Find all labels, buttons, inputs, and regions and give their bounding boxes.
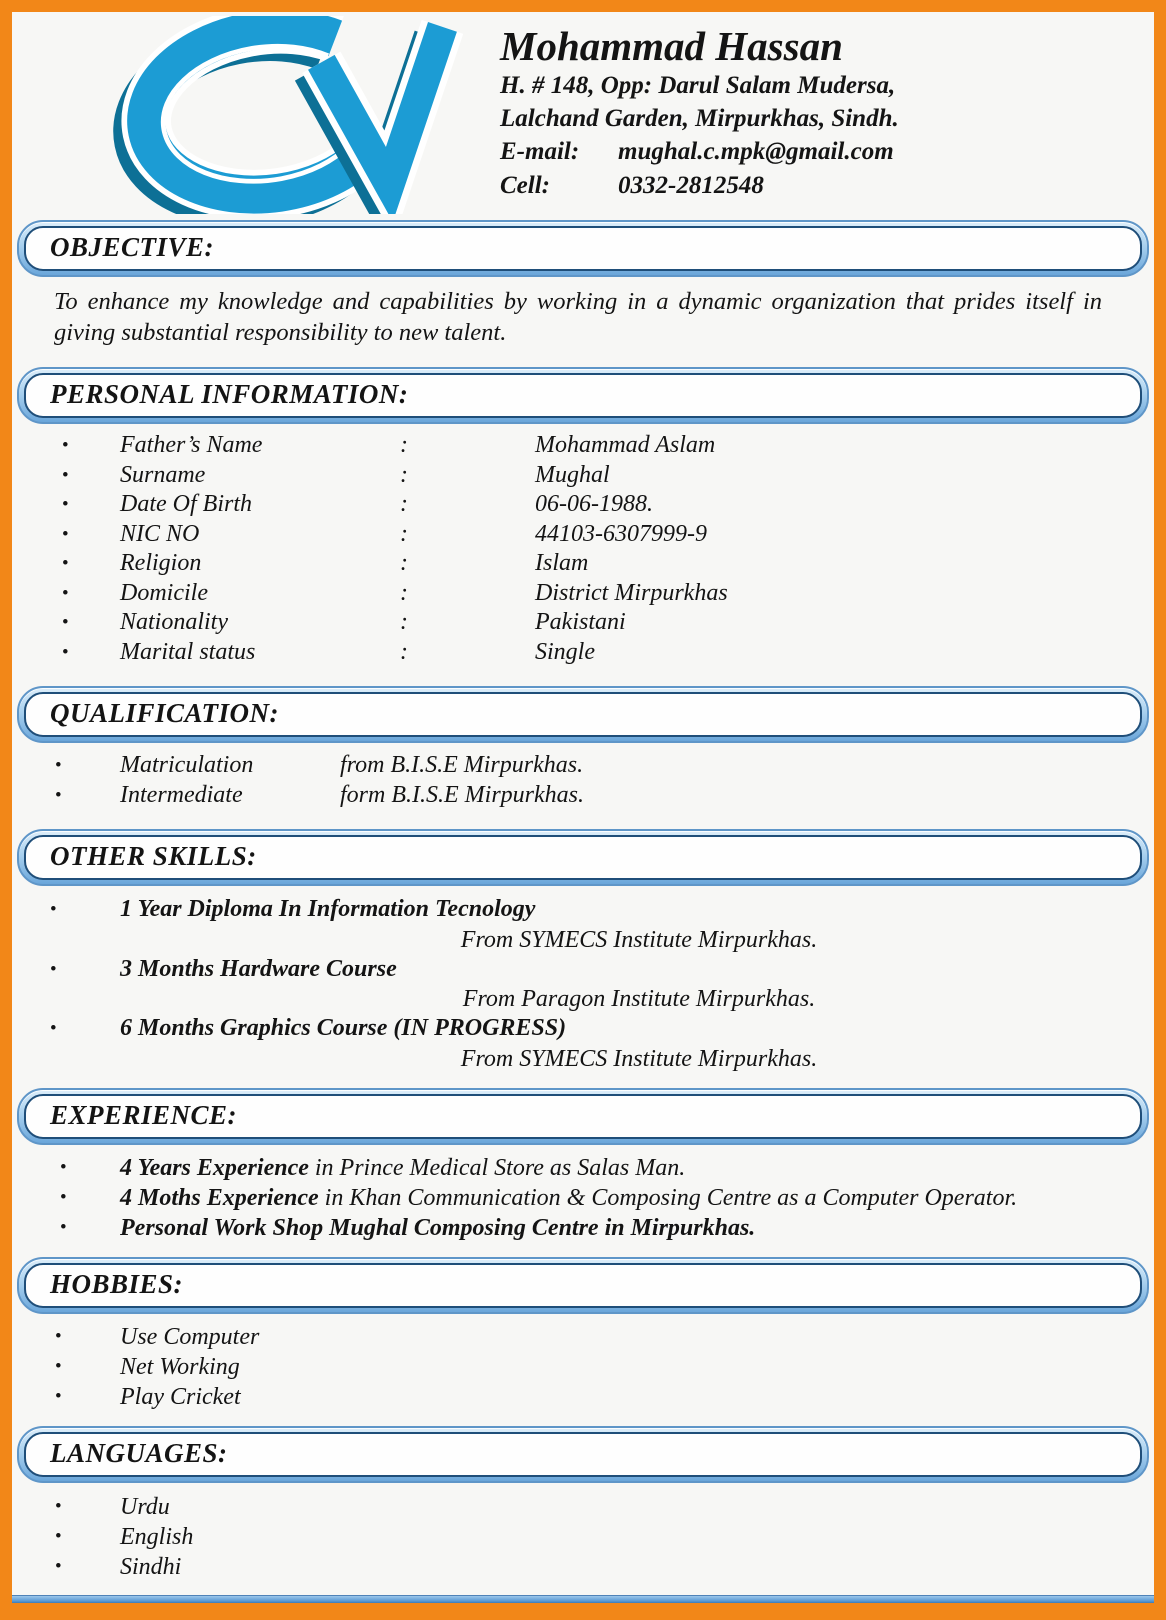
address-line-1: H. # 148, Opp: Darul Salam Mudersa,	[500, 72, 896, 100]
pi-colon: :	[400, 461, 408, 488]
section-title-hobbies: HOBBIES:	[50, 1268, 184, 1299]
experience-highlight: 4 Moths Experience	[120, 1184, 319, 1211]
cv-3d-logo-icon	[38, 16, 474, 214]
pi-value: 06-06-1988.	[535, 491, 653, 517]
header	[12, 12, 1154, 220]
bullet-icon: •	[62, 582, 69, 604]
personal-info-row	[62, 608, 1154, 638]
pi-label: Date Of Birth	[120, 491, 252, 517]
language-row	[55, 1492, 1154, 1522]
section-bar-experience	[17, 1088, 1149, 1145]
skill-name: 1 Year Diploma In Information Tecnology	[120, 896, 536, 922]
pi-value: 44103-6307999-9	[535, 520, 707, 547]
bullet-icon: •	[55, 1385, 62, 1407]
section-title-other-skills: OTHER SKILLS:	[50, 841, 257, 871]
section-title-objective: OBJECTIVE:	[50, 232, 215, 262]
qualification-detail: from B.I.S.E Mirpurkhas.	[340, 752, 584, 778]
section-bar-other-skills	[17, 829, 1149, 886]
bullet-icon: •	[50, 958, 57, 980]
skill-institute: From SYMECS Institute Mirpurkhas.	[460, 1045, 818, 1072]
language-label: English	[120, 1523, 194, 1550]
pi-label: Marital status	[120, 638, 256, 665]
hobby-label: Play Cricket	[120, 1383, 241, 1410]
other-skills-list	[12, 886, 1154, 1074]
pi-label: Religion	[120, 550, 202, 576]
cell-value: 0332-2812548	[618, 172, 764, 200]
section-bar-hobbies	[17, 1257, 1149, 1314]
pi-label: NIC NO	[120, 520, 200, 547]
skill-name: 3 Months Hardware Course	[120, 955, 397, 982]
qualification-row	[55, 751, 1154, 781]
personal-info-row	[62, 549, 1154, 579]
experience-highlight: Personal Work Shop Mughal Composing Centre in Mirpurkhas.	[120, 1214, 756, 1241]
personal-info-row	[62, 490, 1154, 520]
bullet-icon: •	[50, 899, 57, 920]
email-label: E-mail:	[500, 138, 580, 166]
hobby-row	[55, 1352, 1154, 1382]
section-title-languages: LANGUAGES:	[50, 1437, 228, 1468]
bullet-icon: •	[62, 494, 69, 515]
qualification-detail: form B.I.S.E Mirpurkhas.	[340, 781, 584, 808]
section-bar-objective	[17, 220, 1149, 277]
skill-row	[50, 955, 1154, 985]
section-bar-qualification	[17, 686, 1149, 743]
bullet-icon: •	[55, 1525, 62, 1547]
language-row	[55, 1522, 1154, 1552]
pi-label: Father’s Name	[120, 432, 263, 458]
pi-value: Single	[535, 638, 595, 665]
section-bar-languages	[17, 1426, 1149, 1483]
experience-detail: in Khan Communication & Composing Centre as a Computer Operator.	[318, 1184, 1018, 1211]
hobby-label: Use Computer	[120, 1323, 260, 1350]
hobbies-list	[12, 1314, 1154, 1412]
bullet-icon: •	[62, 523, 69, 545]
bullet-icon: •	[55, 1495, 62, 1517]
skill-institute: From Paragon Institute Mirpurkhas.	[462, 986, 816, 1012]
cell-label: Cell:	[500, 172, 550, 200]
objective-text: To enhance my knowledge and capabilities by working in a dynamic organization that prides itself in giving substantial responsibility to new talent.	[54, 288, 1102, 346]
section-title-qualification: QUALIFICATION:	[50, 698, 280, 728]
pi-label: Surname	[120, 461, 206, 488]
pi-colon: :	[400, 432, 408, 458]
pi-colon: :	[400, 550, 408, 576]
pi-colon: :	[400, 520, 408, 547]
skill-row	[50, 895, 1154, 925]
pi-colon: :	[400, 638, 408, 665]
pi-value: Islam	[535, 550, 589, 576]
experience-highlight: 4 Years Experience	[120, 1154, 309, 1181]
bullet-icon: •	[60, 1216, 67, 1238]
email-value: mughal.c.mpk@gmail.com	[618, 138, 894, 166]
pi-value: District Mirpurkhas	[535, 579, 728, 606]
pi-label: Nationality	[120, 609, 228, 635]
language-row	[55, 1552, 1154, 1582]
bullet-icon: •	[55, 784, 62, 806]
bullet-icon: •	[55, 1555, 62, 1577]
experience-row	[12, 1213, 1154, 1243]
qualification-list	[12, 743, 1154, 810]
person-name: Mohammad Hassan	[500, 23, 843, 69]
skill-institute: From SYMECS Institute Mirpurkhas.	[460, 926, 818, 953]
bullet-icon: •	[60, 1156, 67, 1178]
language-label: Sindhi	[120, 1553, 182, 1580]
contact-block	[500, 16, 899, 220]
cv-logo	[38, 16, 474, 220]
qualification-name: Matriculation	[120, 752, 254, 778]
experience-detail: in Prince Medical Store as Salas Man.	[308, 1154, 686, 1181]
personal-information-list	[12, 424, 1154, 667]
bullet-icon: •	[55, 1325, 62, 1347]
pi-colon: :	[400, 579, 408, 606]
pi-colon: :	[400, 609, 408, 635]
qualification-name: Intermediate	[120, 781, 243, 808]
bullet-icon: •	[55, 1355, 62, 1377]
experience-list	[12, 1145, 1154, 1243]
section-title-experience: EXPERIENCE:	[50, 1099, 238, 1130]
experience-row	[12, 1153, 1154, 1183]
section-bar-personal-information	[17, 367, 1149, 424]
personal-info-row	[62, 431, 1154, 461]
languages-list	[12, 1483, 1154, 1582]
qualification-row	[55, 781, 1154, 811]
pi-colon: :	[400, 491, 408, 517]
bullet-icon: •	[55, 755, 62, 776]
pi-label: Domicile	[120, 579, 208, 606]
pi-value: Pakistani	[535, 609, 626, 635]
bullet-icon: •	[50, 1018, 57, 1039]
skill-name: 6 Months Graphics Course (IN PROGRESS)	[120, 1015, 567, 1041]
bullet-icon: •	[62, 435, 69, 456]
address-line-2: Lalchand Garden, Mirpurkhas, Sindh.	[500, 105, 899, 133]
experience-row	[12, 1183, 1154, 1213]
pi-value: Mughal	[535, 461, 610, 488]
bullet-icon: •	[62, 641, 69, 663]
personal-info-row	[62, 461, 1154, 491]
personal-info-row	[62, 579, 1154, 609]
bullet-icon: •	[60, 1186, 67, 1208]
pi-value: Mohammad Aslam	[535, 432, 716, 458]
skill-row	[50, 1014, 1154, 1044]
personal-info-row	[62, 520, 1154, 550]
bullet-icon: •	[62, 464, 69, 486]
cutoff-section-bar	[12, 1595, 1154, 1603]
hobby-row	[55, 1322, 1154, 1352]
bullet-icon: •	[62, 553, 69, 574]
section-title-personal-information: PERSONAL INFORMATION:	[50, 379, 409, 409]
hobby-label: Net Working	[120, 1353, 240, 1380]
hobby-row	[55, 1382, 1154, 1412]
personal-info-row	[62, 638, 1154, 668]
bullet-icon: •	[62, 612, 69, 633]
language-label: Urdu	[120, 1493, 170, 1520]
